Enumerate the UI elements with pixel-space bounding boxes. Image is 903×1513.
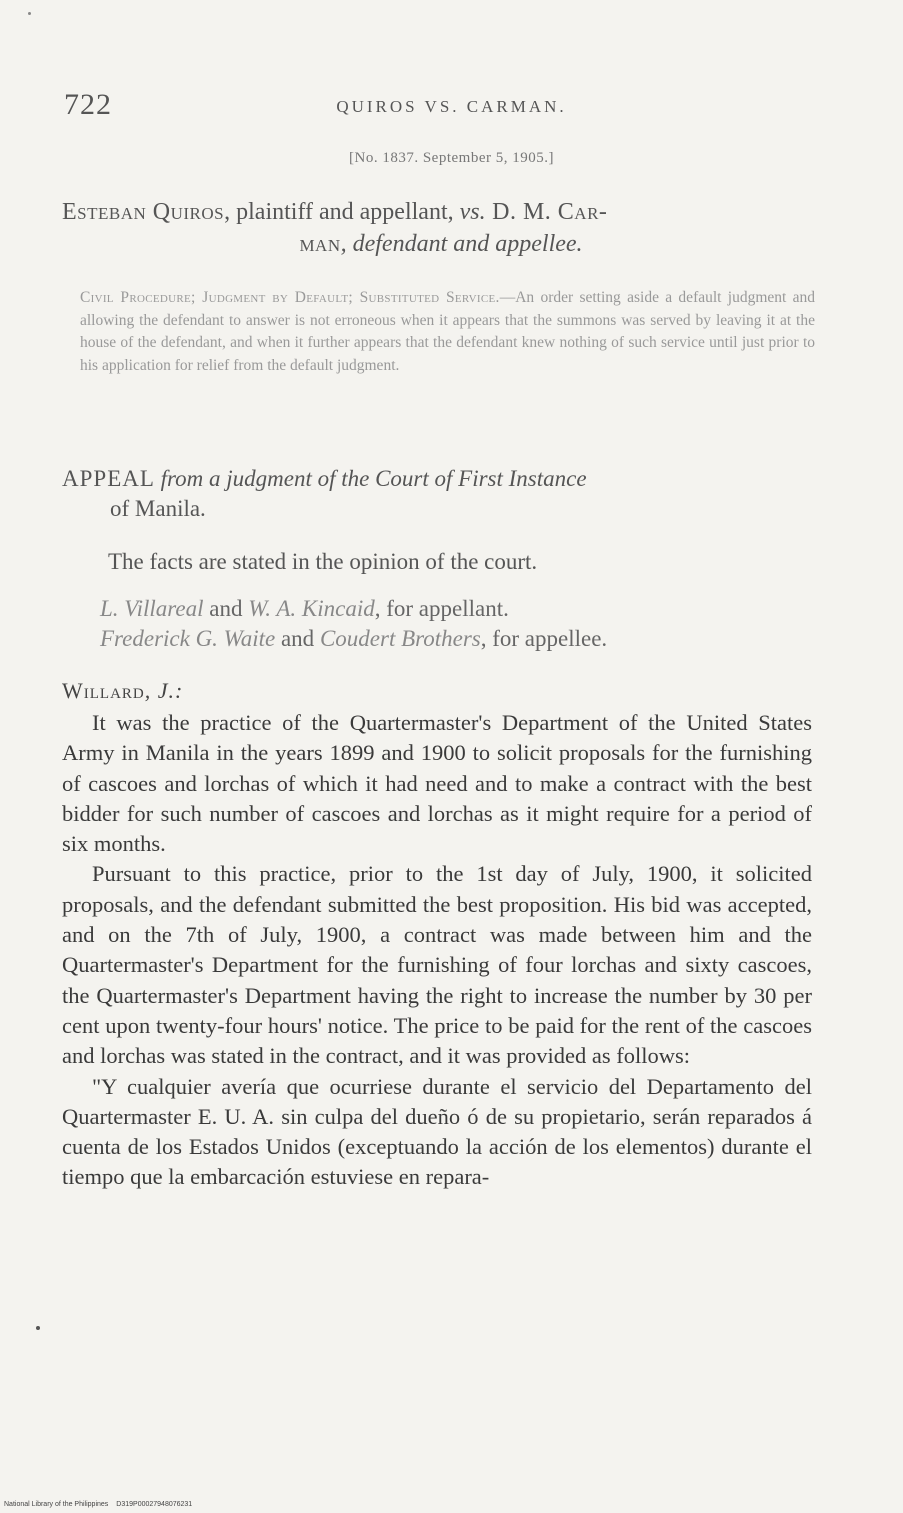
syllabus-heading: Civil Procedure; Judgment by Default; Substituted Service. <box>80 289 500 306</box>
counsel-appellant <box>100 594 840 624</box>
appellant-suffix: , for appellant. <box>374 596 509 621</box>
case-caption <box>62 196 820 260</box>
appellant-attorney1: L. Villareal <box>100 596 204 621</box>
plaintiff-role: , plaintiff and appellant, <box>224 199 460 225</box>
appellee-suffix: , for appellee. <box>480 626 608 651</box>
syllabus-text: —An order setting aside a default judgment and allowing the defendant to answer is not erroneous when it appears that the summons was served by leaving it at the house of the defendant, and when it further appears that the defendant knew nothing of such service until just prior to his application for relief from the default judgment. <box>80 289 816 374</box>
appellee-attorney2: Coudert Brothers <box>319 626 481 651</box>
syllabus <box>80 287 815 377</box>
scan-speck <box>28 12 31 15</box>
caption-line2 <box>62 228 820 260</box>
plaintiff-name: Esteban Quiros <box>62 199 225 225</box>
appeal-statement <box>62 464 812 524</box>
appellee-joiner: and <box>275 626 320 651</box>
defendant-name-part2: man <box>299 231 341 257</box>
judge-attribution <box>62 678 183 704</box>
opinion-paragraph-2: Pursuant to this practice, prior to the 1st day of July, 1900, it solicited proposals, and the defendant submitted the best proposition. His bid was accepted, and on the 7th of July, 1900, a contract was made between him and the Quartermaster's Department for the furnishing of four lorchas and sixty cascoes, the Quartermaster's Department having the right to increase the number by 30 per cent upon twenty-four hours' notice. The price to be paid for the rent of the cascoes and lorchas was stated in the contract, and it was provided as follows: <box>62 861 812 1069</box>
running-head: QUIROS VS. CARMAN. <box>336 97 567 116</box>
appellant-joiner: and <box>203 596 249 621</box>
footer-library: National Library of the Philippines <box>4 1501 109 1508</box>
footer-identifier: D319P00027948076231 <box>116 1501 193 1508</box>
defendant-role: , defendant and appellee. <box>340 231 583 257</box>
appellant-attorney2: W. A. Kincaid <box>248 596 375 621</box>
appeal-text-line2: of Manila. <box>110 496 206 521</box>
defendant-name-part1: D. M. Car- <box>485 199 608 225</box>
appeal-lead: APPEAL <box>62 466 155 491</box>
opinion-paragraph-3: "Y cualquier avería que ocurriese durante el servicio del Departamento del Quartermaster E. U. A. sin culpa del dueño ó de su propietario, serán reparados á cuenta de los Estados Unidos (exceptuando la acción de los elementos) durante el tiempo que la embarcación estuviese en repara- <box>62 1073 812 1190</box>
page-number: 722 <box>64 88 112 121</box>
judge-name: Willard <box>62 678 145 703</box>
facts-text: The facts are stated in the opinion of the court. <box>108 549 538 574</box>
appellee-attorney1: Frederick G. Waite <box>100 626 276 651</box>
appeal-text-line1: from a judgment of the Court of First Instance <box>154 466 587 491</box>
margin-dot <box>36 1326 40 1330</box>
case-number: [No. 1837. September 5, 1905.] <box>349 150 554 166</box>
counsel-block <box>100 594 840 654</box>
opinion-text <box>62 708 812 1193</box>
judge-title: , J.: <box>144 678 184 703</box>
opinion-paragraph-1: It was the practice of the Quartermaster's Department of the United States Army in Manila in the years 1899 and 1900 to solicit proposals for the furnishing of cascoes and lorchas of which it had need and to make a contract with the best bidder for such number of cascoes and lorchas as it might require for a period of six months. <box>62 710 812 857</box>
versus: vs. <box>459 199 486 225</box>
footer-credit <box>4 1501 192 1508</box>
counsel-appellee <box>100 624 840 654</box>
facts-statement <box>108 547 818 577</box>
